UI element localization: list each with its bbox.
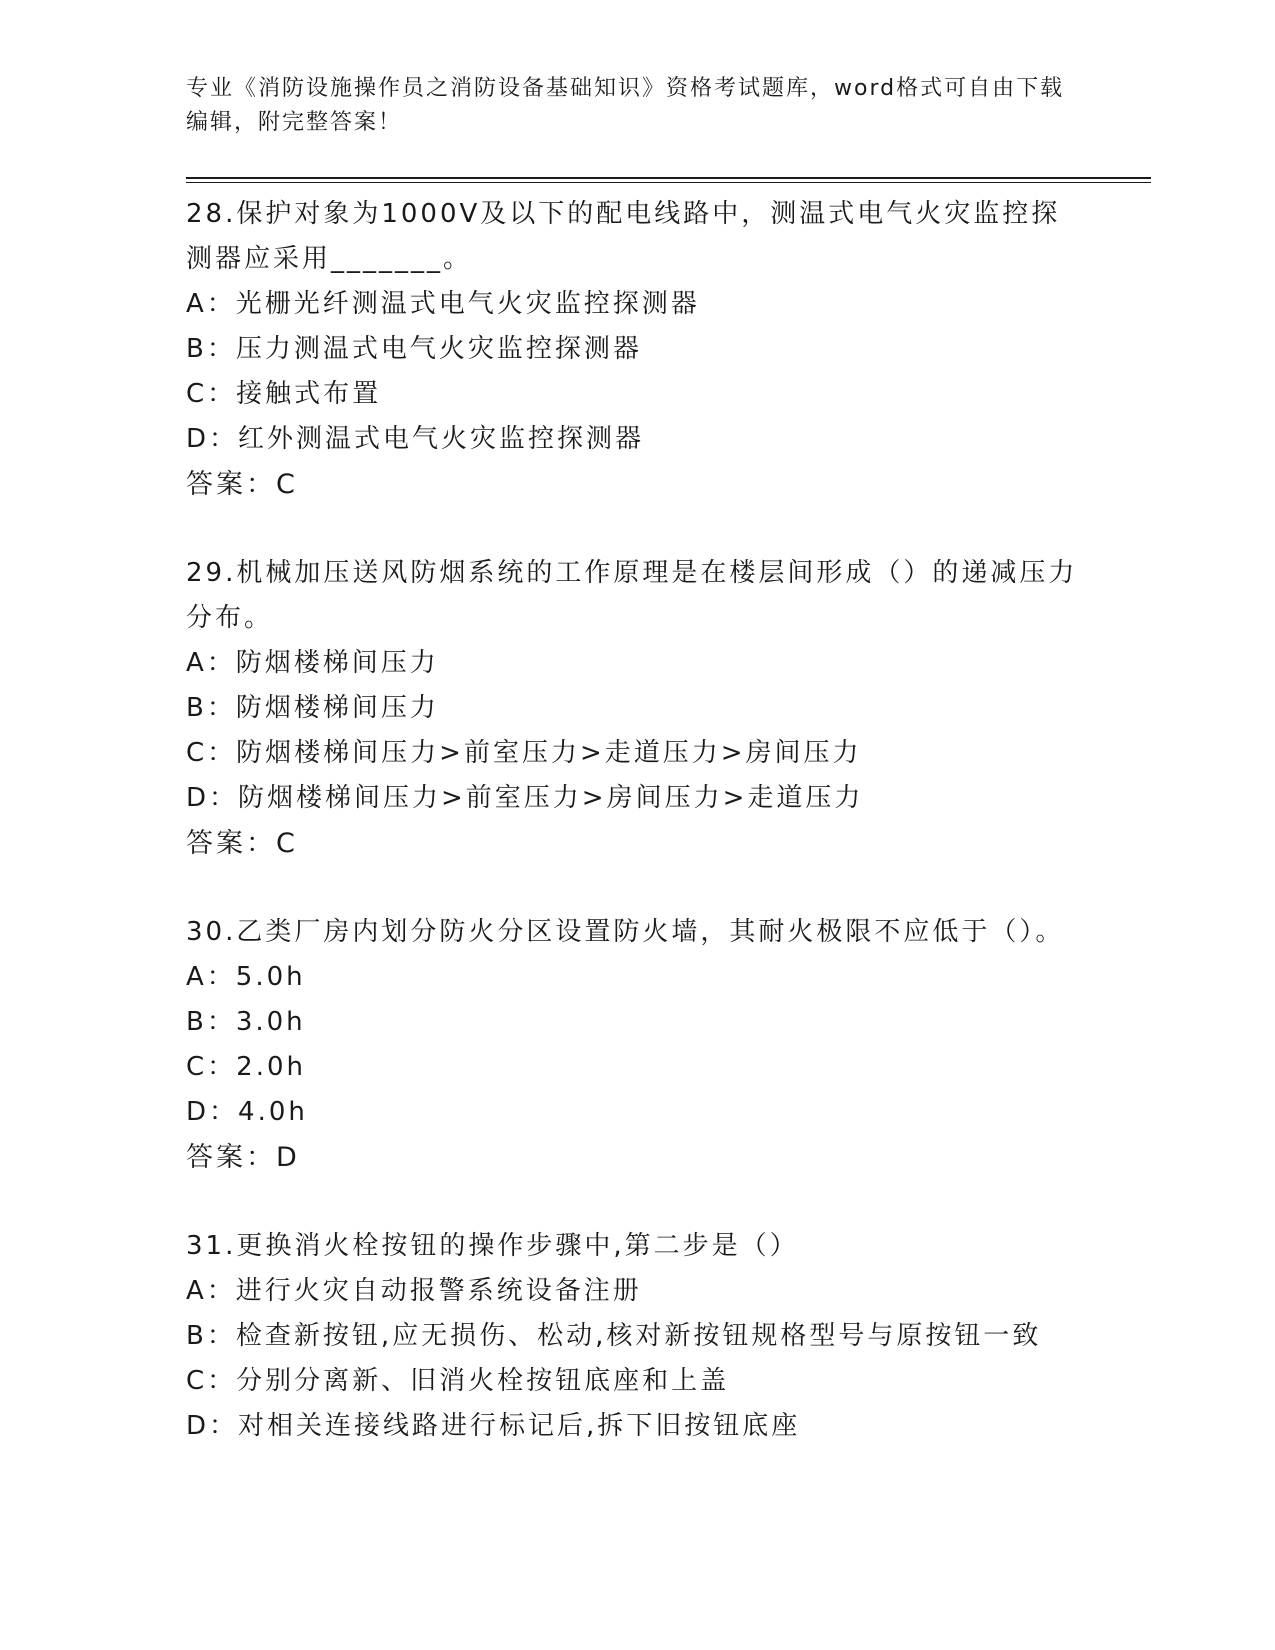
option-b: B：压力测温式电气火灾监控探测器 <box>186 334 642 364</box>
option-b: B：3.0h <box>186 1007 306 1037</box>
answer: 答案：C <box>186 469 298 500</box>
answer: 答案：C <box>186 828 298 859</box>
question-text: 30.乙类厂房内划分防火分区设置防火墙，其耐火极限不应低于（）。 <box>186 917 1065 947</box>
option-a: A：防烟楼梯间压力 <box>186 648 439 678</box>
question-text: 28.保护对象为1000V及以下的配电线路中，测温式电气火灾监控探测器应采用_______。 <box>186 199 1061 274</box>
option-d: D：4.0h <box>186 1097 308 1127</box>
question-28 <box>186 192 1086 507</box>
option-a: A：光栅光纤测温式电气火灾监控探测器 <box>186 289 700 319</box>
option-b: B：检查新按钮,应无损伤、松动,核对新按钮规格型号与原按钮一致 <box>186 1321 1042 1351</box>
option-d: D：防烟楼梯间压力>前室压力>房间压力>走道压力 <box>186 783 864 813</box>
question-29 <box>186 551 1086 866</box>
option-c: C：2.0h <box>186 1052 306 1082</box>
option-c: C：接触式布置 <box>186 379 382 409</box>
header-rule-thin <box>186 182 1151 183</box>
option-c: C：分别分离新、旧消火栓按钮底座和上盖 <box>186 1366 730 1396</box>
answer: 答案：D <box>186 1142 300 1173</box>
question-30 <box>186 910 1086 1180</box>
header-text: 专业《消防设施操作员之消防设备基础知识》资格考试题库，word格式可自由下载编辑，附完整答案！ <box>186 76 1065 135</box>
option-c: C：防烟楼梯间压力>前室压力>走道压力>房间压力 <box>186 738 862 768</box>
question-31 <box>186 1224 1086 1449</box>
question-text: 29.机械加压送风防烟系统的工作原理是在楼层间形成（）的递减压力分布。 <box>186 558 1078 633</box>
document-header <box>186 72 1086 140</box>
header-rule-thick <box>186 177 1151 179</box>
question-list <box>186 192 1086 1493</box>
option-d: D：对相关连接线路进行标记后,拆下旧按钮底座 <box>186 1411 801 1441</box>
option-b: B：防烟楼梯间压力 <box>186 693 439 723</box>
question-text: 31.更换消火栓按钮的操作步骤中,第二步是（） <box>186 1231 799 1261</box>
option-a: A：进行火灾自动报警系统设备注册 <box>186 1276 642 1306</box>
option-a: A：5.0h <box>186 962 306 992</box>
option-d: D：红外测温式电气火灾监控探测器 <box>186 424 645 454</box>
